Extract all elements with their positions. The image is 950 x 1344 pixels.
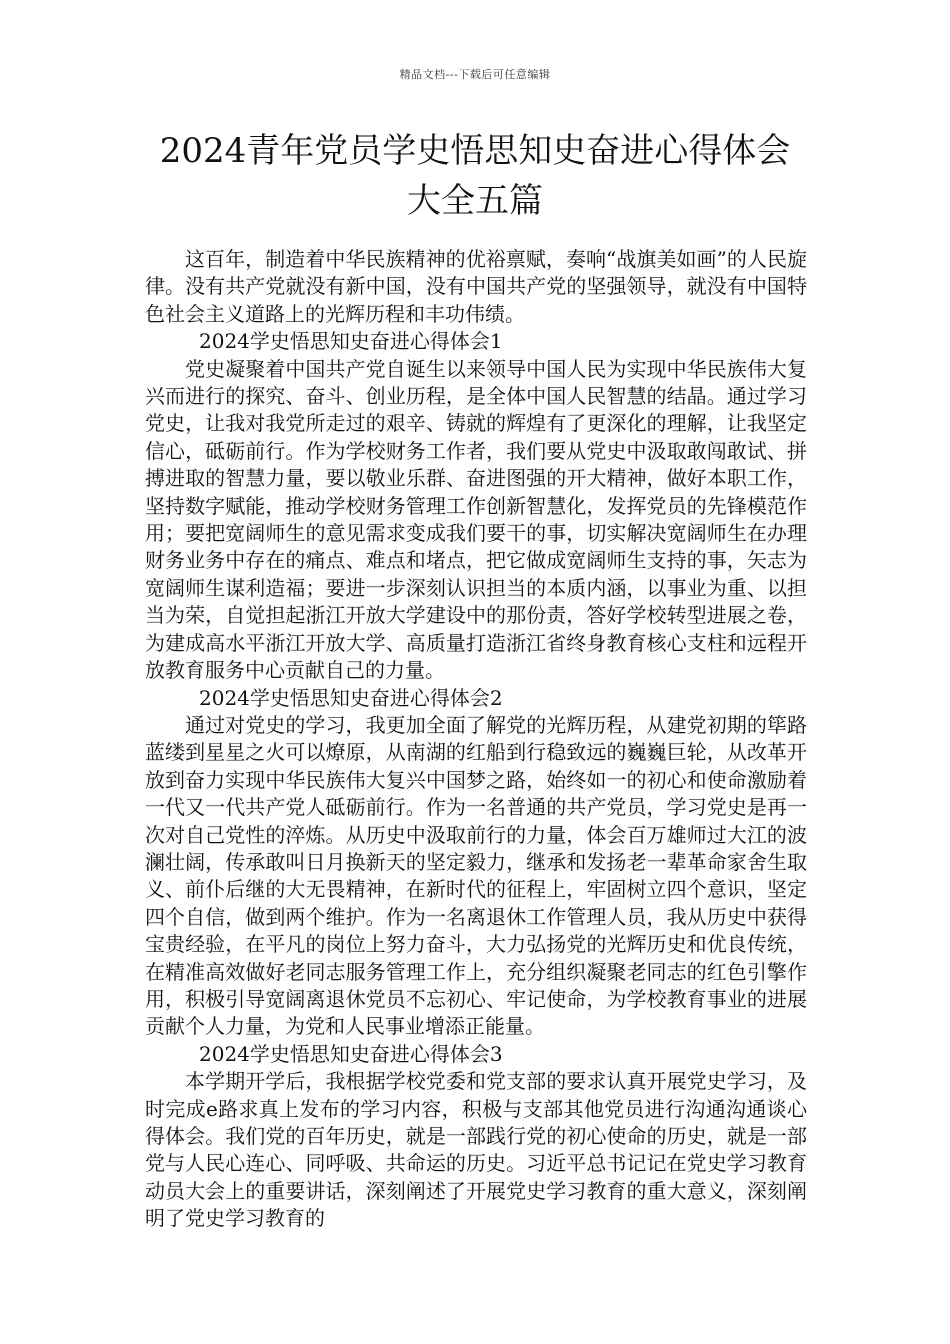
title-line-1: 2024青年党员学史悟思知史奋进心得体会 xyxy=(159,131,791,171)
document-title xyxy=(120,126,830,226)
header-note: 精品文档---下载后可任意编辑 xyxy=(399,68,551,81)
section-paragraph-3: 本学期开学后，我根据学校党委和党支部的要求认真开展党史学习，及时完成e路求真上发布的学习内容，积极与支部其他党员进行沟通沟通谈心得体会。我们党的百年历史，就是一部践行党的初心使命的历史，就是一部党与人民心连心、同呼吸、共命运的历史。习近平总书记记在党史学习教育动员大会上的重要讲话，深刻阐述了开展党史学习教育的重大意义，深刻阐明了党史学习教育的 xyxy=(145,1069,807,1231)
title-line-2: 大全五篇 xyxy=(407,181,543,221)
intro-paragraph: 这百年，制造着中华民族精神的优裕禀赋，奏响“战旗美如画”的人民旋律。没有共产党就没有新中国，没有中国共产党的坚强领导，就没有中国特色社会主义道路上的光辉历程和丰功伟绩。 xyxy=(145,247,807,326)
section-heading-1: 2024学史悟思知史奋进心得体会1 xyxy=(199,329,503,354)
section-paragraph-2: 通过对党史的学习，我更加全面了解党的光辉历程，从建党初期的筚路蓝缕到星星之火可以燎原，从南湖的红船到行稳致远的巍巍巨轮，从改革开放到奋力实现中华民族伟大复兴中国梦之路，始终如一的初心和使命激励着一代又一代共产党人砥砺前行。作为一名普通的共产党员，学习党史是再一次对自己党性的淬炼。从历史中汲取前行的力量，体会百万雄师过大江的波澜壮阔，传承敢叫日月换新天的坚定毅力，继承和发扬老一辈革命家舍生取义、前仆后继的大无畏精神，在新时代的征程上，牢固树立四个意识，坚定四个自信，做到两个维护。作为一名离退休工作管理人员，我从历史中获得宝贵经验，在平凡的岗位上努力奋斗，大力弘扬党的光辉历史和优良传统，在精准高效做好老同志服务管理工作上，充分组织凝聚老同志的红色引擎作用，积极引导宽阔离退休党员不忘初心、牢记使命，为学校教育事业的进展贡献个人力量，为党和人民事业增添正能量。 xyxy=(145,712,807,1039)
section-heading-2: 2024学史悟思知史奋进心得体会2 xyxy=(199,685,503,710)
section-paragraph-1: 党史凝聚着中国共产党自诞生以来领导中国人民为实现中华民族伟大复兴而进行的探究、奋斗、创业历程，是全体中国人民智慧的结晶。通过学习党史，让我对我党所走过的艰辛、铸就的辉煌有了更深化的理解，让我坚定信心，砥砺前行。作为学校财务工作者，我们要从党史中汲取敢闯敢试、拼搏进取的智慧力量，要以敬业乐群、奋进图强的开大精神，做好本职工作，坚持数字赋能，推动学校财务管理工作创新智慧化，发挥党员的先锋模范作用；要把宽阔师生的意见需求变成我们要干的事，切实解决宽阔师生在办理财务业务中存在的痛点、难点和堵点，把它做成宽阔师生支持的事，矢志为宽阔师生谋利造福；要进一步深刻认识担当的本质内涵，以事业为重、以担当为荣，自觉担起浙江开放大学建设中的那份责，答好学校转型进展之卷，为建成高水平浙江开放大学、高质量打造浙江省终身教育核心支柱和远程开放教育服务中心贡献自己的力量。 xyxy=(145,356,807,683)
section-heading-3: 2024学史悟思知史奋进心得体会3 xyxy=(199,1041,503,1066)
document-body xyxy=(145,246,807,1233)
